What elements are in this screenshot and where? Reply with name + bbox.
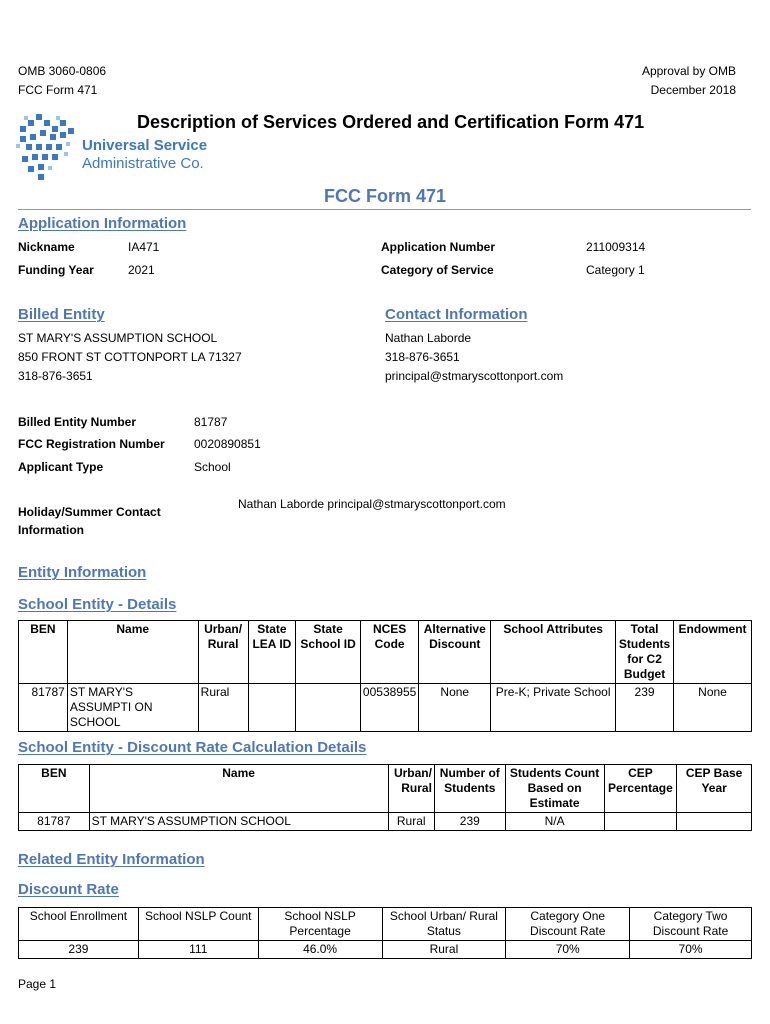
cell-state-school-id [296,684,361,732]
billed-entity-number-value: 81787 [194,415,228,429]
col-header-state-school-id: State School ID [296,621,361,684]
billed-entity-phone: 318-876-3651 [18,369,93,383]
col-header-state-lea-id: State LEA ID [248,621,296,684]
cell-nslp-count: 111 [138,941,258,959]
col-header-category-two-rate: Category Two Discount Rate [630,908,752,941]
cell-ben: 81787 [19,684,68,732]
col-header-urban-rural: Urban/ Rural [198,621,248,684]
discount-rate-table [18,907,752,959]
discount-rate-heading: Discount Rate [18,881,119,898]
discount-calc-header-row [19,765,752,813]
cell-total-students: 239 [616,684,674,732]
col-header-cep-base-year: CEP Base Year [677,765,752,813]
col-header-ben: BEN [19,621,68,684]
col-header-category-one-rate: Category One Discount Rate [506,908,630,941]
omb-number: OMB 3060-0806 [18,64,107,78]
cell-cep-base-year [677,813,752,831]
col-header-ben: BEN [19,765,90,813]
col-header-nces-code: NCES Code [360,621,418,684]
cell-name: ST MARY'S ASSUMPTI ON SCHOOL [67,684,198,732]
cell-state-lea-id [248,684,296,732]
entity-info-heading: Entity Information [18,564,147,581]
applicant-type-value: School [194,460,231,474]
related-entity-heading: Related Entity Information [18,851,205,868]
table-row [19,684,752,732]
billed-entity-address: 850 FRONT ST COTTONPORT LA 71327 [18,350,242,364]
cell-category-two-rate: 70% [630,941,752,959]
contact-info-heading: Contact Information [385,306,528,323]
cell-school-enrollment: 239 [19,941,139,959]
cell-category-one-rate: 70% [506,941,630,959]
fcc-registration-value: 0020890851 [194,437,261,451]
cell-endowment: None [674,684,752,732]
details-header-row [19,621,752,684]
cell-urban-rural: Rural [388,813,434,831]
fcc-registration-label: FCC Registration Number [18,437,165,451]
cell-school-attributes: Pre-K; Private School [491,684,616,732]
col-header-cep-percentage: CEP Percentage [604,765,677,813]
category-label: Category of Service [381,263,494,277]
col-header-students-estimate: Students Count Based on Estimate [505,765,604,813]
cell-nslp-percentage: 46.0% [258,941,382,959]
holiday-contact-label-line1: Holiday/Summer Contact [18,505,161,519]
funding-year-value: 2021 [128,263,155,277]
col-header-name: Name [89,765,388,813]
approval-label: Approval by OMB [641,64,736,78]
col-header-nslp-percentage: School NSLP Percentage [258,908,382,941]
logo-text-line2: Administrative Co. [82,155,204,172]
cell-ben: 81787 [19,813,90,831]
cell-name: ST MARY'S ASSUMPTION SCHOOL [89,813,388,831]
cell-nces-code: 00538955 [360,684,418,732]
holiday-contact-value: Nathan Laborde principal@stmaryscottonport.com [238,497,506,511]
col-header-urban-rural: Urban/ Rural [388,765,434,813]
usac-logo-icon [16,112,78,184]
cell-alternative-discount: None [419,684,491,732]
form-number: FCC Form 471 [18,83,98,97]
col-header-school-enrollment: School Enrollment [19,908,139,941]
cell-number-of-students: 239 [434,813,505,831]
application-number-value: 211009314 [586,240,646,254]
school-entity-details-heading: School Entity - Details [18,596,177,613]
cell-urban-rural: Rural [198,684,248,732]
cell-urban-rural-status: Rural [382,941,506,959]
cell-cep-percentage [604,813,677,831]
logo-text-line1: Universal Service [82,137,208,154]
school-entity-details-table [18,620,752,732]
application-info-heading: Application Information [18,215,187,232]
col-header-endowment: Endowment [674,621,752,684]
nickname-value: IA471 [128,240,160,254]
form-subtitle: FCC Form 471 [323,186,447,206]
funding-year-label: Funding Year [18,263,94,277]
page-number: Page 1 [18,977,57,991]
col-header-urban-rural-status: School Urban/ Rural Status [382,908,506,941]
contact-email: principal@stmaryscottonport.com [385,369,564,383]
table-row [19,813,752,831]
discount-calc-heading: School Entity - Discount Rate Calculation Details [18,739,367,756]
contact-name: Nathan Laborde [385,331,472,345]
holiday-contact-label-line2: Information [18,523,84,537]
nickname-label: Nickname [18,240,75,254]
billed-entity-name: ST MARY'S ASSUMPTION SCHOOL [18,331,218,345]
application-number-label: Application Number [381,240,496,254]
billed-entity-heading: Billed Entity [18,306,105,323]
col-header-nslp-count: School NSLP Count [138,908,258,941]
table-row [19,941,752,959]
header-divider [18,209,751,210]
col-header-total-students: Total Students for C2 Budget [616,621,674,684]
discount-rate-header-row [19,908,752,941]
approval-date: December 2018 [650,83,736,97]
cell-students-estimate: N/A [505,813,604,831]
discount-calc-table [18,764,752,831]
category-value: Category 1 [586,263,645,277]
billed-entity-number-label: Billed Entity Number [18,415,137,429]
col-header-number-of-students: Number of Students [434,765,505,813]
contact-phone: 318-876-3651 [385,350,460,364]
col-header-school-attributes: School Attributes [491,621,616,684]
applicant-type-label: Applicant Type [18,460,104,474]
document-title: Description of Services Ordered and Certification Form 471 [137,112,645,132]
col-header-alternative-discount: Alternative Discount [419,621,491,684]
col-header-name: Name [67,621,198,684]
